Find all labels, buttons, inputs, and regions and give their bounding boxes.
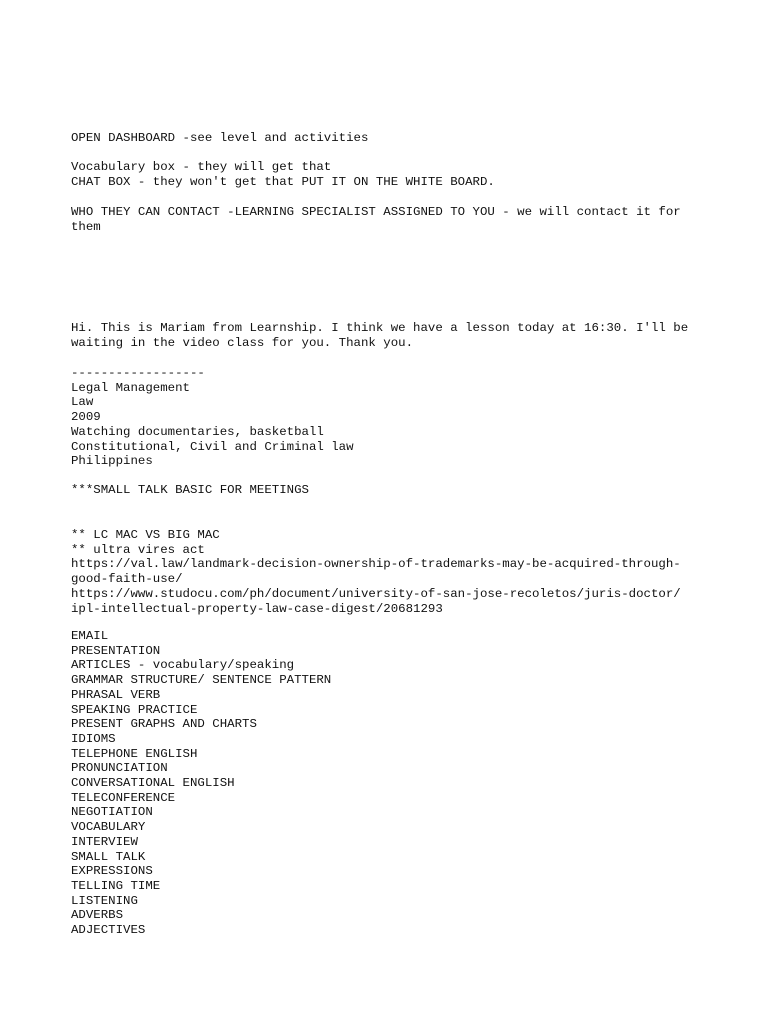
student-profile: ------------------ Legal Management Law 2009 Watching documentaries, basketball Constitutional, Civil and Criminal law Philippines	[71, 366, 354, 469]
contact-note: WHO THEY CAN CONTACT -LEARNING SPECIALIST ASSIGNED TO YOU - we will contact it for them	[71, 205, 681, 234]
tools-notes: Vocabulary box - they will get that CHAT BOX - they won't get that PUT IT ON THE WHITE BOARD.	[71, 160, 495, 189]
greeting-message: Hi. This is Mariam from Learnship. I think we have a lesson today at 16:30. I'll be waiting in the video class for you. Thank you.	[71, 321, 689, 350]
small-talk-heading: ***SMALL TALK BASIC FOR MEETINGS	[71, 483, 309, 497]
reference-links: ** LC MAC VS BIG MAC ** ultra vires act https://val.law/landmark-decision-ownership-of-trademarks-may-be-acquired-through- good-faith-use/ https://www.studocu.com/ph/document/university-of-san-jose-recoletos/juris-doctor/ ipl-intellectual-property-law-case-digest/20681293	[71, 528, 681, 616]
dashboard-note: OPEN DASHBOARD -see level and activities	[71, 131, 369, 145]
topic-list: EMAIL PRESENTATION ARTICLES - vocabulary/speaking GRAMMAR STRUCTURE/ SENTENCE PATTERN PHRASAL VERB SPEAKING PRACTICE PRESENT GRAPHS AND CHARTS IDIOMS TELEPHONE ENGLISH PRONUNCIATION CONVERSATIONAL ENGLISH TELECONFERENCE NEGOTIATION VOCABULARY INTERVIEW SMALL TALK EXPRESSIONS TELLING TIME LISTENING ADVERBS ADJECTIVES	[71, 629, 332, 938]
